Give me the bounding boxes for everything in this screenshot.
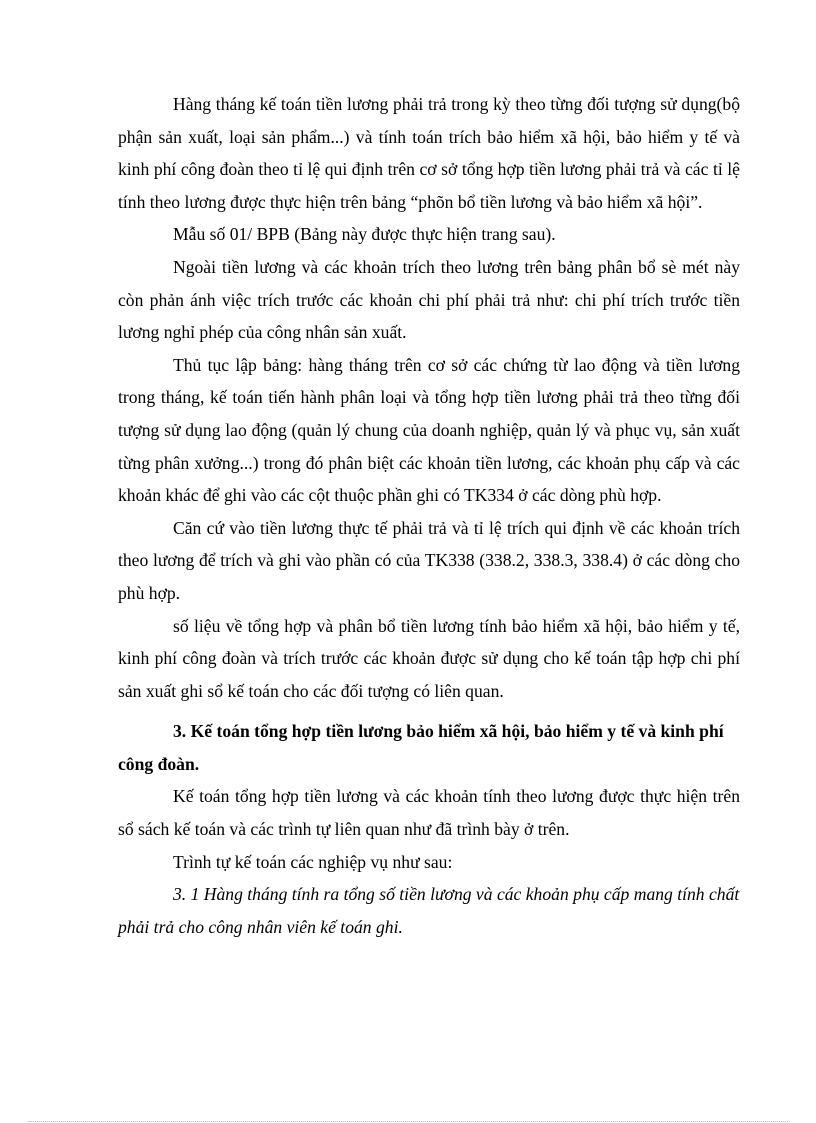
paragraph-tk338-deductions: Căn cứ vào tiền lương thực tế phải trả và tỉ lệ trích qui định về các khoản trích theo lương để trích và ghi vào phần có của TK338 (338.2, 338.3, 338.4) ở các dòng cho phù hợp. <box>118 517 740 603</box>
subsection-italic-3-1: 3. 1 Hàng tháng tính ra tổng số tiền lương và các khoản phụ cấp mang tính chất phải trả cho công nhân viên kế toán ghi. <box>118 884 740 937</box>
section-heading: 3. Kế toán tổng hợp tiền lương bảo hiểm xã hội, bảo hiểm y tế và kinh phí công đoàn. <box>118 721 724 774</box>
paragraph-table-preparation-procedure: Thủ tục lập bảng: hàng tháng trên cơ sở các chứng từ lao động và tiền lương trong tháng, kế toán tiến hành phân loại và tổng hợp tiền lương phải trả theo từng đối tượng sử dụng lao động (quản lý chung của doanh nghiệp, quản lý và phục vụ, sản xuất từng phân xưởng...) trong đó phân biệt các khoản tiền lương, các khoản phụ cấp và các khoản khác để ghi vào các cột thuộc phần ghi có TK334 ở các dòng phù hợp. <box>118 354 740 506</box>
paragraph-allocation-data-usage: số liệu về tổng hợp và phân bổ tiền lương tính bảo hiểm xã hội, bảo hiểm y tế, kinh phí công đoàn và trích trước các khoản được sử dụng cho kế toán tập hợp chi phí sản xuất ghi sổ kế toán cho các đối tượng có liên quan. <box>118 615 740 701</box>
paragraph-form-01-bpb: Mẫu số 01/ BPB (Bảng này được thực hiện trang sau). <box>173 224 556 245</box>
paragraph-procedure-intro: Trình tự kế toán các nghiệp vụ như sau: <box>173 851 453 872</box>
paragraph-general-accounting: Kế toán tổng hợp tiền lương và các khoản tính theo lương được thực hiện trên sổ sách kế toán và các trình tự liên quan như đã trình bày ở trên. <box>118 786 740 840</box>
page-bottom-divider <box>28 1121 788 1122</box>
paragraph-monthly-payroll-accounting: Hàng tháng kế toán tiền lương phải trả trong kỳ theo từng đối tượng sử dụng(bộ phận sản xuất, loại sản phẩm...) và tính toán trích bảo hiểm xã hội, bảo hiểm y tế và kinh phí công đoàn theo tỉ lệ qui định trên cơ sở tổng hợp tiền lương phải trả và các tỉ lệ tính theo lương được thực hiện trên bảng “phõn bổ tiền lương và bảo hiểm xã hội”. <box>118 94 740 212</box>
document-body <box>118 88 740 943</box>
paragraph-accrued-leave-pay: Ngoài tiền lương và các khoản trích theo lương trên bảng phân bổ sè mét này còn phản ánh việc trích trước các khoản chi phí phải trả như: chi phí trích trước tiền lương nghỉ phép của công nhân sản xuất. <box>118 256 740 343</box>
